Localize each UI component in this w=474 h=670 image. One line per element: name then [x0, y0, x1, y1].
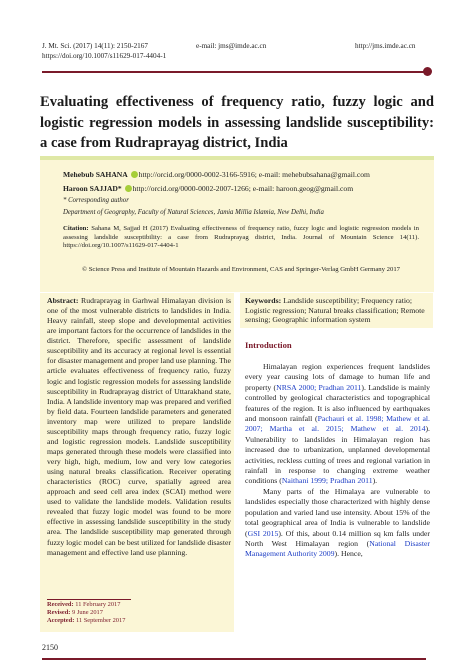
- abstract-text: Rudraprayag in Garhwal Himalayan division is one of the most vulnerable districts to landslides in India. Heavy rainfall, steep slope and developmental activities are important factors for the occurrence of landslides in the district. Therefore, specific assessment of landslide susceptibility and its accuracy at regional level is essential for disaster management and proper land use planning. The article evaluates effectiveness of frequency ratio, fuzzy logic and logistic regression models for assessing landslide susceptibility in Rudraprayag district of Uttarakhand state, India. A landslide inventory map was prepared and verified by field data. Fourteen landslide parameters and generated inventory map were utilized to prepare landslide susceptibility maps through frequency ratio, fuzzy logic and logistic regression models. Landslide susceptibility maps generated through these models were classified into very high, high, medium, low and very low categories using natural breaks classification. Receiver operating characteristics (ROC) curve, spatially agreed area approach and seed cell area index (SCAI) method were used to validate the landslide models. Validation results revealed that fuzzy logic model was found to be more effective in assessing landslide susceptibility in the study area. The landslide susceptibility map generated through fuzzy logic model can be best utilized for landslide disaster management and effective land use planning.: [47, 296, 232, 557]
- orcid-icon[interactable]: [131, 171, 138, 178]
- page-number: 2150: [42, 643, 58, 652]
- doi-line[interactable]: https://doi.org/10.1007/s11629-017-4404-1: [42, 52, 167, 60]
- received-date: Received: 11 February 2017: [47, 601, 121, 608]
- author-2-name: Haroon SAJJAD: [63, 184, 118, 193]
- corresponding-author-note: * Corresponding author: [63, 197, 129, 204]
- abstract-label: Abstract:: [47, 296, 79, 305]
- citation-link[interactable]: NRSA 2000; Pradhan 2011: [276, 382, 362, 392]
- citation-link[interactable]: GSI 2015: [247, 528, 279, 538]
- paper-title: Evaluating effectiveness of frequency ratio, fuzzy logic and logistic regression models in assessing landslide susceptibility: a case from Rudraprayag district, India: [40, 94, 434, 151]
- citation-text: Sahana M, Sajjad H (2017) Evaluating effectiveness of frequency ratio, fuzzy logic and logistic regression models in assessing landslide susceptibility: a case from Rudraprayag district, India. Journal of Mountain Science 14(11). https://doi.org/10.1007/s11629-017-4404-1: [63, 225, 419, 250]
- citation-block: [63, 225, 419, 251]
- intro-paragraph-1: Himalayan region experiences frequent landslides every year causing lots of damage to human life and property (NRSA 2000; Pradhan 2011). Landslide is mainly controlled by geological characteristics and topographical features of the region. It is also influenced by earthquakes and monsoon rainfall (Pachauri et al. 1998; Mathew et al. 2007; Martha et al. 2015; Mathew et al. 2014). Vulnerability to landslides in Himalayan region has increased due to urbanization, unplanned developmental activities, reckless cutting of trees and regional variation in rainfall in response to changing extreme weather conditions (Naithani 1999; Pradhan 2011).: [245, 362, 430, 486]
- journal-line: J. Mt. Sci. (2017) 14(11): 2150-2167: [42, 42, 148, 50]
- author-1: [63, 169, 370, 180]
- author-1-name: Mehebub SAHANA: [63, 170, 128, 179]
- author-2: Haroon SAJJAD* http://orcid.org/0000-0002-2007-1266; e-mail: haroon.geog@gmail.com: [63, 184, 354, 193]
- intro-paragraph-2: Many parts of the Himalaya are vulnerable to landslides especially those characterized with highly dense population and varied land use intensity. About 15% of the total geographical area of India is vulnerable to landslide (GSI 2015). Of this, about 0.14 million sq km falls under North West Himalayan region (National Disaster Management Authority 2009). Hence,: [245, 486, 430, 559]
- author-2-contact[interactable]: http://orcid.org/0000-0002-2007-1266; e-mail: haroon.geog@gmail.com: [132, 184, 354, 193]
- accepted-date: Accepted: 11 September 2017: [47, 617, 126, 624]
- dates-rule: [47, 599, 131, 600]
- citation-label: Citation:: [63, 225, 89, 232]
- article-dates: [47, 601, 231, 625]
- keywords-text: Landslide susceptibility; Frequency ratio; Logistic regression; Natural breaks classification; Remote sensing; Geographic information system: [245, 296, 425, 325]
- keywords-label: Keywords:: [245, 296, 282, 305]
- header-rule: [42, 71, 426, 73]
- keywords: [245, 296, 430, 325]
- section-heading-introduction: Introduction: [245, 340, 292, 350]
- revised-date: Revised: 9 June 2017: [47, 609, 103, 616]
- author-1-contact[interactable]: http://orcid.org/0000-0002-3166-5916; e-mail: mehebubsahana@gmail.com: [138, 170, 370, 179]
- abstract: [47, 296, 231, 558]
- copyright-notice: © Science Press and Institute of Mountain Hazards and Environment, CAS and Springer-Verlag GmbH Germany 2017: [81, 266, 401, 273]
- citation-link[interactable]: Pachauri et al. 1998; Mathew et al. 2007; Martha et al. 2015; Mathew et al. 2014: [245, 414, 430, 434]
- citation-link[interactable]: Naithani 1999; Pradhan 2011: [281, 476, 373, 486]
- introduction-body: [245, 362, 430, 560]
- journal-email[interactable]: e-mail: jms@imde.ac.cn: [196, 42, 267, 50]
- affiliation: Department of Geography, Faculty of Natural Sciences, Jamia Millia Islamia, New Delhi, India: [63, 209, 324, 216]
- metadata-box-top-bar: [40, 156, 434, 160]
- header-rule-dot: [423, 67, 432, 76]
- citation-link[interactable]: National Disaster Management Authority 2009: [245, 538, 430, 559]
- journal-url[interactable]: http://jms.imde.ac.cn: [355, 42, 416, 50]
- footer-rule: [42, 658, 426, 660]
- orcid-icon[interactable]: [125, 185, 132, 192]
